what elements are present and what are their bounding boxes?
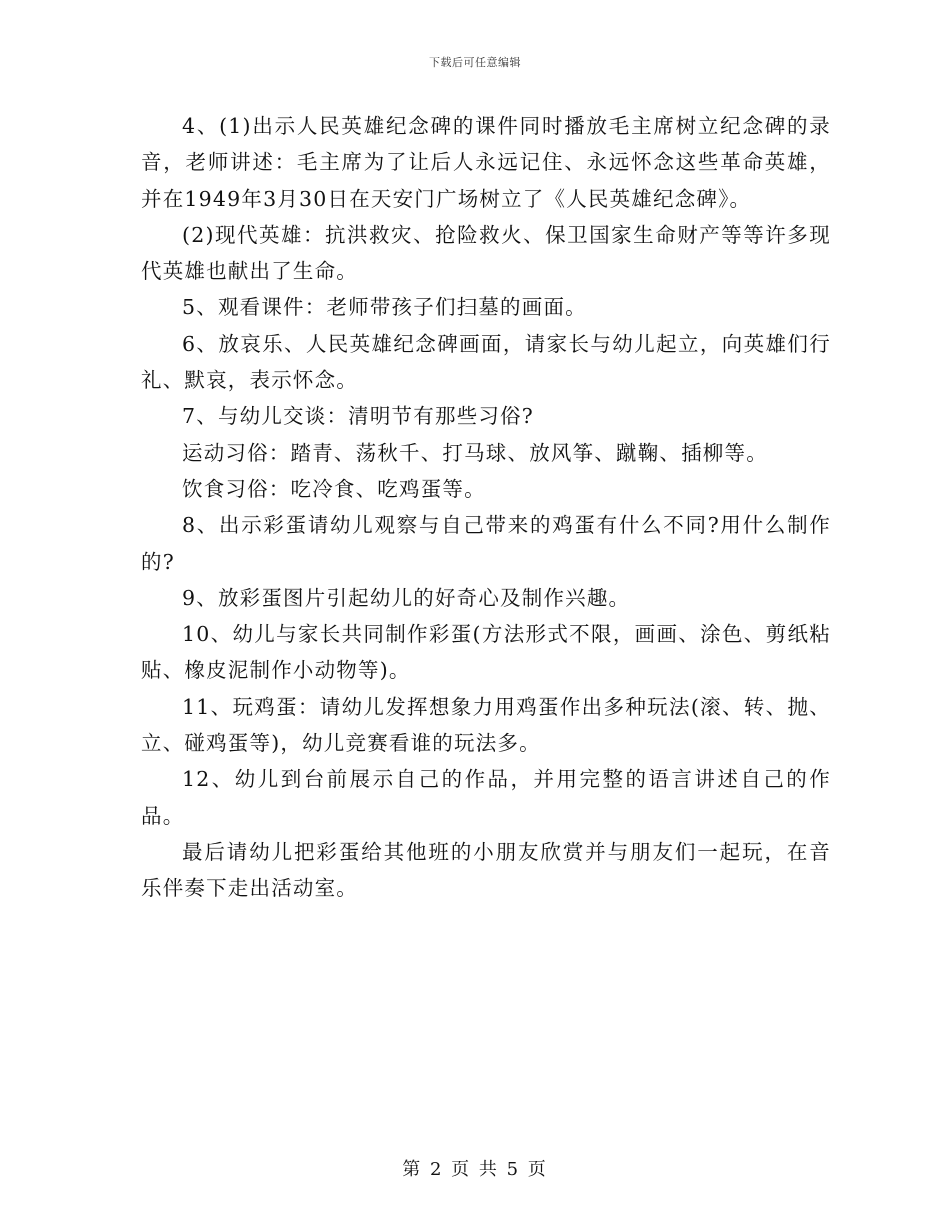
document-body [141,108,831,907]
paragraph-item-7: 7、与幼儿交谈：清明节有那些习俗? [182,404,534,429]
paragraph-item-8: 8、出示彩蛋请幼儿观察与自己带来的鸡蛋有什么不同?用什么制作的? [141,513,831,574]
paragraph-item-11: 11、玩鸡蛋：请幼儿发挥想象力用鸡蛋作出多种玩法(滚、转、抛、立、碰鸡蛋等)，幼儿竞赛看谁的玩法多。 [141,694,831,756]
paragraph-sports-customs: 运动习俗：踏青、荡秋千、打马球、放风筝、蹴鞠、插柳等。 [182,440,768,465]
paragraph-item-10: 10、幼儿与家长共同制作彩蛋(方法形式不限，画画、涂色、剪纸粘贴、橡皮泥制作小动物等)。 [141,622,831,683]
page-number: 第 2 页 共 5 页 [402,1159,548,1180]
paragraph-food-customs: 饮食习俗：吃冷食、吃鸡蛋等。 [182,476,486,501]
page-header: 下载后可任意编辑 [429,56,521,69]
paragraph-item-12: 12、幼儿到台前展示自己的作品，并用完整的语言讲述自己的作品。 [141,767,831,828]
paragraph-item-5: 5、观看课件：老师带孩子们扫墓的画面。 [182,295,587,320]
paragraph-item-4: 4、(1)出示人民英雄纪念碑的课件同时播放毛主席树立纪念碑的录音，老师讲述：毛主席为了让后人永远记住、永远怀念这些革命英雄，并在1949年3月30日在天安门广场树立了《人民英雄纪念碑》。 [141,114,831,211]
paragraph-modern-heroes: (2)现代英雄：抗洪救灾、抢险救火、保卫国家生命财产等等许多现代英雄也献出了生命。 [141,222,831,284]
paragraph-item-6: 6、放哀乐、人民英雄纪念碑画面，请家长与幼儿起立，向英雄们行礼、默哀，表示怀念。 [141,331,831,393]
paragraph-item-9: 9、放彩蛋图片引起幼儿的好奇心及制作兴趣。 [182,585,631,610]
paragraph-closing: 最后请幼儿把彩蛋给其他班的小朋友欣赏并与朋友们一起玩，在音乐伴奏下走出活动室。 [141,839,831,901]
